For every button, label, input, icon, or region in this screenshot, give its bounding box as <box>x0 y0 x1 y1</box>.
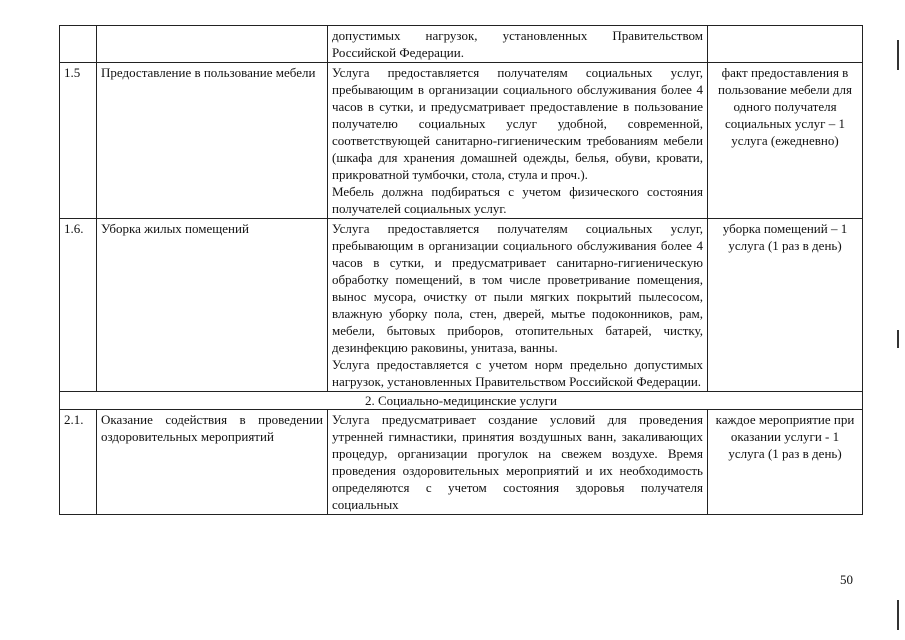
scan-edge-mark <box>897 40 899 70</box>
scan-edge-mark <box>897 600 899 630</box>
service-period: факт предоставления в пользование мебели для одного получателя социальных услуг – 1 услуга (ежедневно) <box>708 63 863 219</box>
table-row <box>60 63 863 219</box>
row-number <box>60 26 97 63</box>
service-name-text: Предоставление в пользование мебели <box>101 65 316 80</box>
service-description <box>328 63 708 219</box>
service-period: каждое мероприятие при оказании услуги - 1 услуга (1 раз в день) <box>708 410 863 515</box>
description-paragraph: допустимых нагрузок, установленных Правительством Российской Федерации. <box>332 28 703 60</box>
description-paragraph: Услуга предоставляется получателям социальных услуг, пребывающим в организации социального обслуживания более 4 часов в сутки, и предусматривает предоставление в пользование получателю социальных услуг удобной, современной, соответствующей санитарно-гигиеническим требованиям мебели (шкафа для хранения домашней одежды, белья, обуви, кровати, прикроватной тумбочки, стола, стула и проч.). <box>332 65 703 182</box>
description-paragraph: Мебель должна подбираться с учетом физического состояния получателей социальных услуг. <box>332 184 703 216</box>
scan-edge-mark <box>897 330 899 348</box>
service-description <box>328 410 708 515</box>
section-header-row <box>60 392 863 410</box>
description-paragraph: Услуга предоставляется получателям социальных услуг, пребывающим в организации социального обслуживания более 4 часов в сутки, и предусматривает санитарно-гигиеническую обработку помещений, в том числе проветривание помещения, вынос мусора, очистку от пыли мягких покрытий пылесосом, влажную уборку пола, стен, дверей, мытье подоконников, рам, мебели, бытовых приборов, отопительных батарей, чистку, дезинфекцию раковины, унитаза, ванны. <box>332 221 703 355</box>
description-paragraph: Услуга предоставляется с учетом норм предельно допустимых нагрузок, установленных Правительством Российской Федерации. <box>332 357 703 389</box>
row-number: 1.6. <box>60 219 97 392</box>
table-row <box>60 26 863 63</box>
service-name <box>97 26 328 63</box>
service-name-text: Оказание содействия в проведении оздоровительных мероприятий <box>101 412 323 444</box>
services-table <box>59 25 863 515</box>
section-title: 2. Социально-медицинские услуги <box>60 392 863 410</box>
table-row <box>60 219 863 392</box>
service-period: уборка помещений – 1 услуга (1 раз в день) <box>708 219 863 392</box>
service-name <box>97 63 328 219</box>
service-period <box>708 26 863 63</box>
row-number: 1.5 <box>60 63 97 219</box>
description-paragraph: Услуга предусматривает создание условий для проведения утренней гимнастики, принятия воздушных ванн, закаливающих процедур, организации прогулок на свежем воздухе. Время проведения оздоровительных мероприятий и их необходимость определяются с учетом состояния здоровья получателя социальных <box>332 412 703 512</box>
service-name: Уборка жилых помещений <box>97 219 328 392</box>
service-name <box>97 410 328 515</box>
page-number: 50 <box>840 572 853 587</box>
service-description <box>328 26 708 63</box>
row-number: 2.1. <box>60 410 97 515</box>
table-row <box>60 410 863 515</box>
service-description <box>328 219 708 392</box>
